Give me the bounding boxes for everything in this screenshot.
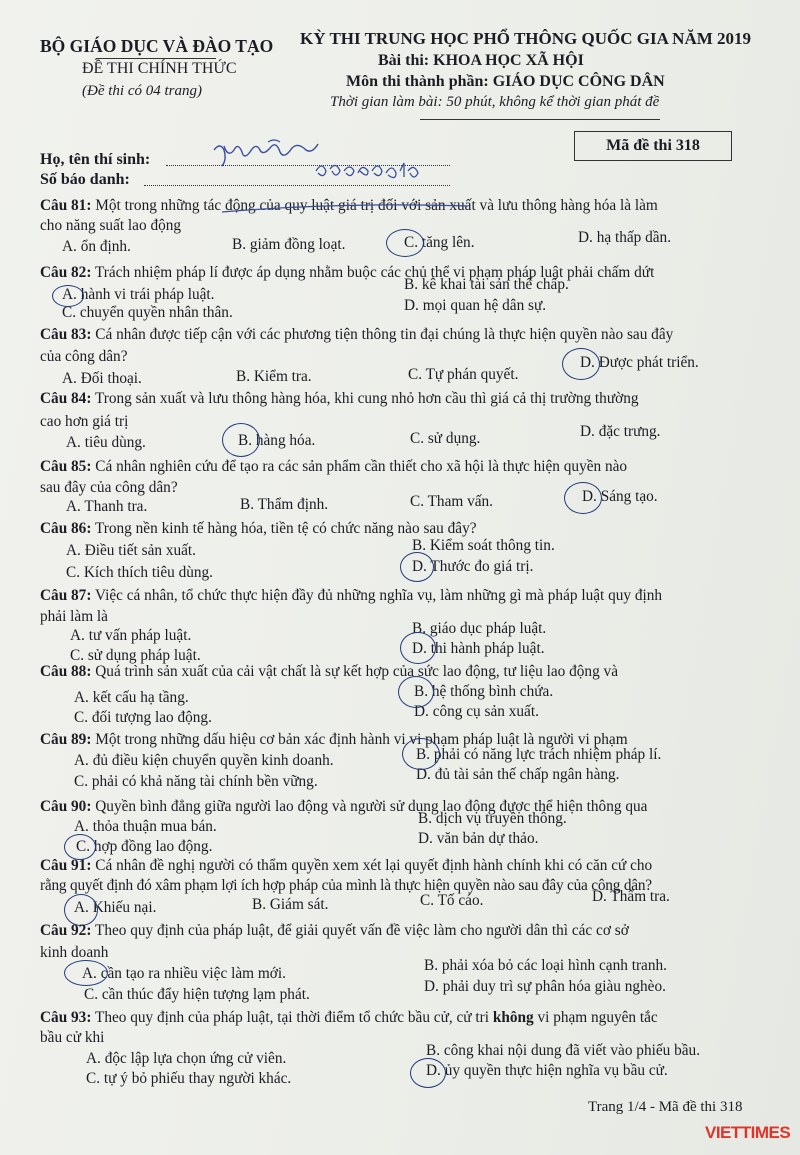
option-91-a[interactable]: A. Khiếu nại. [74, 899, 157, 916]
option-92-d[interactable]: D. phải duy trì sự phân hóa giàu nghèo. [424, 978, 666, 995]
ministry-title: BỘ GIÁO DỤC VÀ ĐÀO TẠO [40, 36, 274, 56]
option-84-c[interactable]: C. sử dụng. [410, 430, 481, 447]
option-82-a[interactable]: A. hành vi trái pháp luật. [62, 286, 215, 303]
question-87-continuation: phải làm là [40, 608, 108, 625]
subject-title: Bài thi: KHOA HỌC XÃ HỘI [378, 52, 584, 69]
question-86 [40, 520, 477, 538]
question-text: Cá nhân nghiên cứu để tạo ra các sản phẩm cần thiết cho xã hội là thực hiện quyền nào [95, 458, 628, 475]
answer-mark-81 [386, 229, 424, 257]
option-93-b[interactable]: B. công khai nội dung đã viết vào phiếu bầu. [426, 1042, 701, 1059]
question-label: Câu 88: [40, 663, 92, 680]
option-82-b[interactable]: B. kê khai tài sản thế chấp. [404, 276, 569, 293]
question-emphasis: không [492, 1009, 534, 1026]
option-81-c[interactable]: C. tăng lên. [404, 234, 475, 251]
question-92-continuation: kinh doanh [40, 944, 109, 961]
answer-mark-93 [410, 1058, 446, 1088]
option-85-b[interactable]: B. Thẩm định. [240, 496, 329, 513]
option-90-a[interactable]: A. thỏa thuận mua bán. [74, 818, 217, 835]
option-83-b[interactable]: B. Kiểm tra. [236, 368, 312, 385]
option-90-d[interactable]: D. văn bản dự thảo. [418, 830, 539, 847]
option-85-c[interactable]: C. Tham vấn. [410, 493, 493, 510]
component-title: Môn thi thành phần: GIÁO DỤC CÔNG DÂN [346, 73, 665, 90]
answer-mark-88 [398, 676, 434, 708]
question-label: Câu 89: [40, 731, 92, 748]
answer-mark-83 [562, 348, 600, 380]
option-88-c[interactable]: C. đối tượng lao động. [74, 709, 212, 726]
question-84-continuation: cao hơn giá trị [40, 413, 129, 430]
question-text: Quá trình sản xuất của cải vật chất là sự kết hợp của sức lao động, tư liệu lao động và [95, 663, 618, 680]
question-label: Câu 82: [40, 264, 92, 281]
question-85-continuation: sau đây của công dân? [40, 479, 178, 496]
name-label: Họ, tên thí sinh: [40, 151, 151, 168]
question-text-after: vi phạm nguyên tắc [537, 1009, 658, 1026]
option-81-a[interactable]: A. ổn định. [62, 238, 131, 255]
question-text: Cá nhân được tiếp cận với các phương tiện thông tin đại chúng là thực hiện quyền nào sau đây [95, 326, 674, 343]
option-84-b[interactable]: B. hàng hóa. [238, 432, 316, 449]
page-count: (Đề thi có 04 trang) [82, 83, 202, 99]
option-87-d[interactable]: D. thi hành pháp luật. [412, 640, 545, 657]
option-86-d[interactable]: D. Thước đo giá trị. [412, 558, 534, 575]
question-83 [40, 326, 673, 344]
logo-text: VIETTIMES [705, 1123, 791, 1142]
question-87 [40, 587, 662, 605]
question-label: Câu 84: [40, 390, 92, 407]
viettimes-logo [705, 1123, 790, 1143]
question-88 [40, 663, 618, 681]
option-93-d[interactable]: D. ủy quyền thực hiện nghĩa vụ bầu cử. [426, 1062, 668, 1079]
option-85-a[interactable]: A. Thanh tra. [66, 498, 148, 515]
handwritten-number-signature [312, 159, 422, 183]
option-82-d[interactable]: D. mọi quan hệ dân sự. [404, 297, 547, 314]
option-89-b[interactable]: B. phải có năng lực trách nhiệm pháp lí. [416, 746, 662, 763]
option-90-c[interactable]: C. hợp đồng lao động. [76, 838, 213, 855]
answer-mark-85 [564, 482, 602, 514]
question-text: Một trong những tác động của quy luật giá trị đối với sản xuất và lưu thông hàng hóa là làm [95, 197, 658, 214]
option-90-b[interactable]: B. dịch vụ truyền thông. [418, 810, 567, 827]
option-93-a[interactable]: A. độc lập lựa chọn ứng cử viên. [86, 1050, 287, 1067]
option-86-c[interactable]: C. Kích thích tiêu dùng. [66, 564, 214, 581]
question-label: Câu 90: [40, 798, 92, 815]
option-91-d[interactable]: D. Thẩm tra. [592, 888, 670, 905]
question-81-continuation: cho năng suất lao động [40, 217, 182, 234]
answer-mark-86 [400, 552, 434, 582]
option-81-d[interactable]: D. hạ thấp dần. [578, 229, 672, 246]
option-86-b[interactable]: B. Kiểm soát thông tin. [412, 537, 555, 554]
question-text: Trong sản xuất và lưu thông hàng hóa, khi cung nhỏ hơn cầu thì giá cả thị trường thường [94, 390, 639, 407]
time-note: Thời gian làm bài: 50 phút, không kể thời gian phát đề [330, 94, 660, 110]
option-89-a[interactable]: A. đủ điều kiện chuyển quyền kinh doanh. [74, 752, 334, 769]
answer-mark-89 [402, 738, 440, 770]
option-92-b[interactable]: B. phải xóa bỏ các loại hình cạnh tranh. [424, 957, 667, 974]
option-92-c[interactable]: C. cần thúc đẩy hiện tượng lạm phát. [84, 986, 310, 1003]
option-88-b[interactable]: B. hệ thống bình chứa. [414, 683, 554, 700]
question-text: Cá nhân đề nghị người có thẩm quyền xem xét lại quyết định hành chính khi có căn cứ cho [95, 857, 653, 874]
question-85 [40, 458, 627, 476]
option-83-a[interactable]: A. Đối thoại. [62, 370, 142, 387]
question-label: Câu 91: [40, 857, 92, 874]
answer-mark-92 [64, 960, 108, 986]
underline-81 [220, 198, 470, 216]
question-83-continuation: của công dân? [40, 348, 128, 365]
option-87-c[interactable]: C. sử dụng pháp luật. [70, 647, 201, 664]
option-82-c[interactable]: C. chuyển quyền nhân thân. [62, 304, 233, 321]
question-91-continuation: rằng quyết định đó xâm phạm lợi ích hợp pháp của mình là thực hiện quyền nào sau đây của công dân? [40, 877, 652, 894]
option-91-c[interactable]: C. Tố cáo. [420, 892, 484, 909]
answer-mark-87 [400, 632, 436, 664]
header-divider-right [420, 119, 660, 120]
option-87-a[interactable]: A. tư vấn pháp luật. [70, 627, 192, 644]
option-89-c[interactable]: C. phải có khả năng tài chính bền vững. [74, 773, 318, 790]
handwritten-name-signature [210, 136, 320, 170]
option-86-a[interactable]: A. Điều tiết sản xuất. [66, 542, 196, 559]
question-text: Trong nền kinh tế hàng hóa, tiền tệ có chức năng nào sau đây? [94, 520, 477, 537]
question-93 [40, 1009, 658, 1027]
question-84 [40, 390, 639, 408]
option-88-a[interactable]: A. kết cấu hạ tầng. [74, 689, 189, 706]
question-text: Trách nhiệm pháp lí được áp dụng nhằm buộc các chủ thể vi phạm pháp luật phải chấm dứt [94, 264, 655, 281]
exam-title: KỲ THI TRUNG HỌC PHỔ THÔNG QUỐC GIA NĂM 2019 [300, 29, 752, 48]
question-label: Câu 85: [40, 458, 92, 475]
question-text: Một trong những dấu hiệu cơ bản xác định hành vi vi phạm pháp luật là người vi phạm [95, 731, 628, 748]
official-label: ĐỀ THI CHÍNH THỨC [82, 60, 237, 77]
option-85-d[interactable]: D. Sáng tạo. [582, 488, 658, 505]
question-91 [40, 857, 652, 875]
exam-code-box: Mã đề thi 318 [574, 131, 732, 161]
question-text: Theo quy định của pháp luật, tại thời điểm tổ chức bầu cử, cử tri [94, 1009, 490, 1026]
question-text: Việc cá nhân, tổ chức thực hiện đầy đủ những nghĩa vụ, làm những gì mà pháp luật quy định [94, 587, 663, 604]
option-91-b[interactable]: B. Giám sát. [252, 896, 329, 913]
number-line[interactable] [144, 184, 450, 186]
question-label: Câu 93: [40, 1009, 92, 1026]
question-93-continuation: bầu cử khi [40, 1029, 105, 1046]
option-89-d[interactable]: D. đủ tài sản thế chấp ngân hàng. [416, 766, 620, 783]
question-label: Câu 81: [40, 197, 92, 214]
question-label: Câu 92: [40, 922, 92, 939]
question-label: Câu 86: [40, 520, 92, 537]
option-92-a[interactable]: A. cần tạo ra nhiều việc làm mới. [82, 965, 286, 982]
option-84-d[interactable]: D. đặc trưng. [580, 423, 661, 440]
option-83-d[interactable]: D. Được phát triển. [580, 354, 699, 371]
answer-mark-84 [222, 423, 260, 457]
option-87-b[interactable]: B. giáo dục pháp luật. [412, 620, 547, 637]
question-label: Câu 87: [40, 587, 92, 604]
option-88-d[interactable]: D. công cụ sản xuất. [414, 703, 539, 720]
option-84-a[interactable]: A. tiêu dùng. [66, 434, 146, 451]
answer-mark-82 [52, 285, 84, 307]
question-text: Quyền bình đẳng giữa người lao động và người sử dụng lao động được thể hiện thông qua [95, 798, 648, 815]
header-divider-left [96, 58, 216, 59]
question-text: Theo quy định của pháp luật, để giải quyết vấn đề việc làm cho người dân thì các cơ sở [94, 922, 629, 939]
number-label: Số báo danh: [40, 171, 130, 188]
question-92 [40, 922, 629, 940]
option-81-b[interactable]: B. giảm đồng loạt. [232, 236, 346, 253]
option-93-c[interactable]: C. tự ý bỏ phiếu thay người khác. [86, 1070, 292, 1087]
question-label: Câu 83: [40, 326, 92, 343]
page-footer: Trang 1/4 - Mã đề thi 318 [588, 1099, 743, 1115]
option-83-c[interactable]: C. Tự phán quyết. [408, 366, 519, 383]
